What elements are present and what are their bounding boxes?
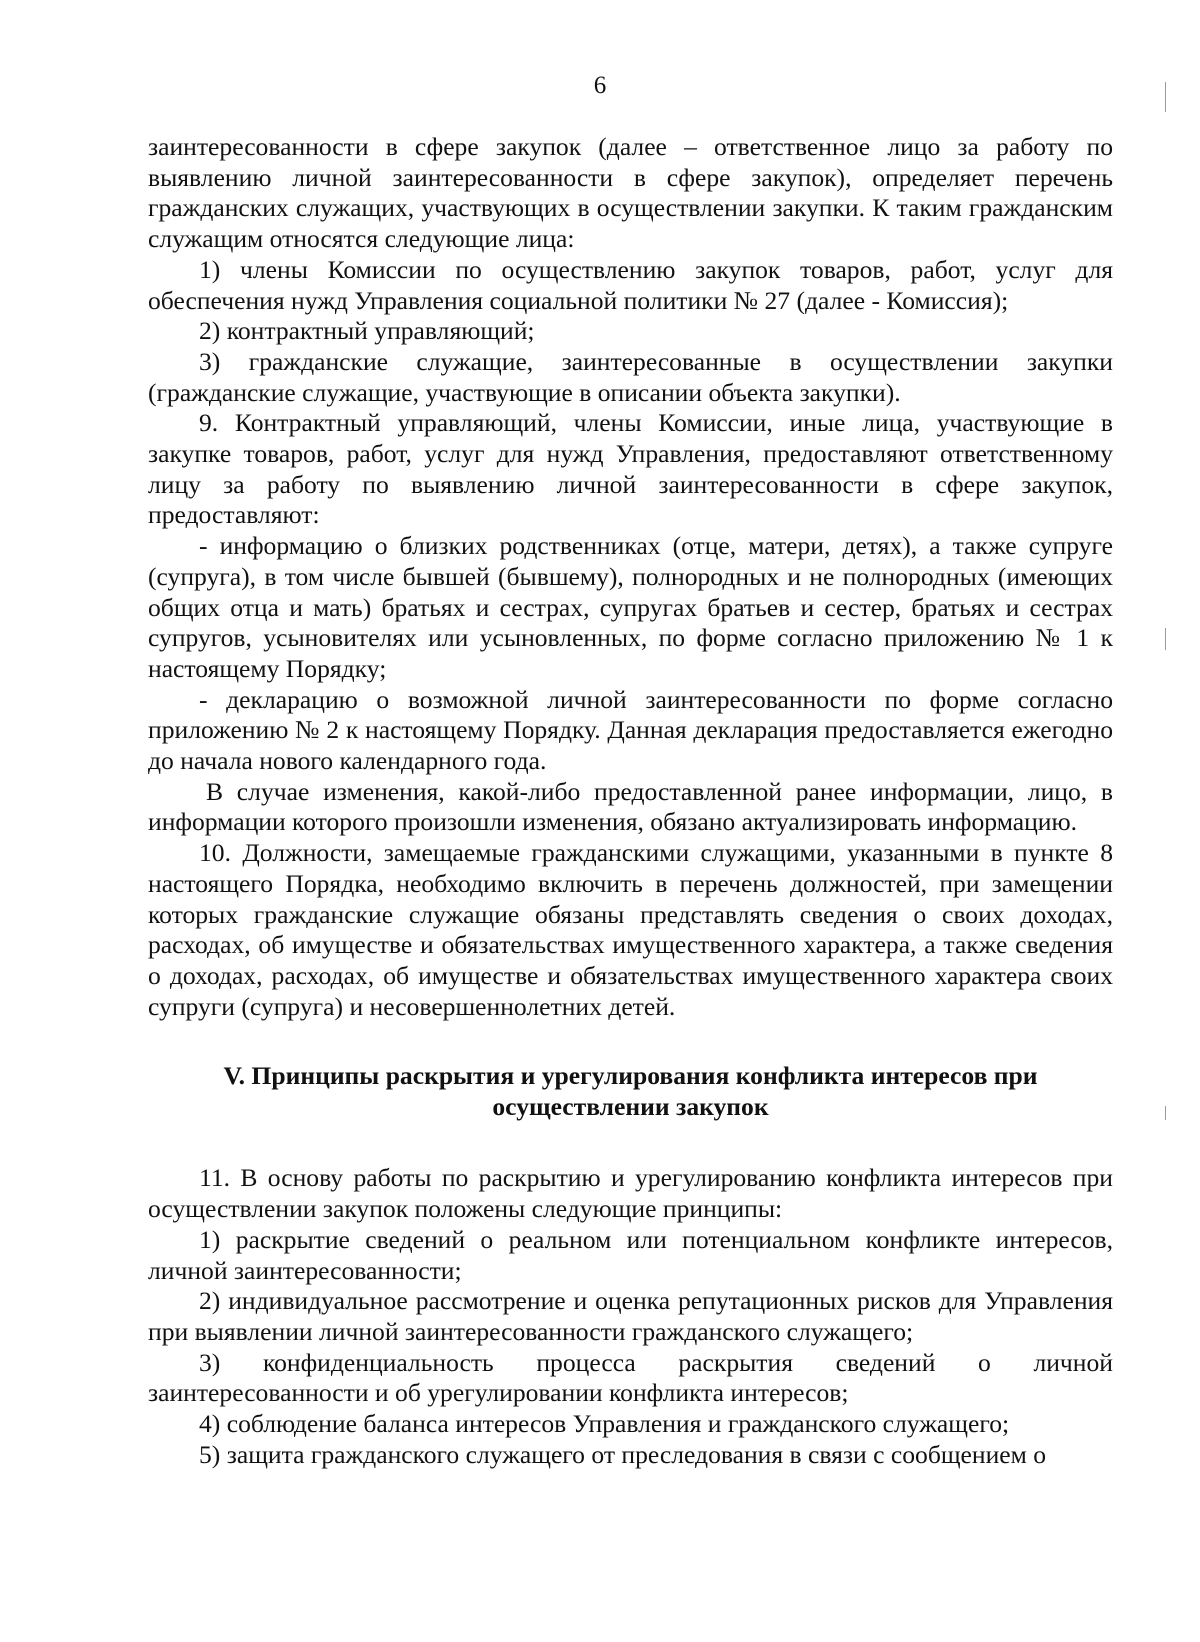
section-heading-line1: V. Принципы раскрытия и урегулирования конфликта интересов при bbox=[223, 1061, 1038, 1091]
document-body bbox=[148, 132, 1113, 1470]
list-item-contract-manager: 2) контрактный управляющий; bbox=[199, 316, 535, 346]
list-item-relatives-info: - информацию о близких родственниках (отце, матери, детях), а также супруге (супруга), в том числе бывшей (бывшему), полнородных и не полнородных (имеющих общих отца и мать) братьях и сестрах, супругах братьев и сестер, братьях и сестрах супругов, усыновителях или усыновленных, по форме согласно приложению № 1 к настоящему Порядку; bbox=[148, 531, 1113, 683]
paragraph-continuation: заинтересованности в сфере закупок (далее – ответственное лицо за работу по выявлению личной заинтересованности в сфере закупок), определяет перечень гражданских служащих, участвующих в осуществлении закупки. К таким гражданским служащим относятся следующие лица: bbox=[148, 132, 1113, 254]
paragraph-9: 9. Контрактный управляющий, члены Комиссии, иные лица, участвующие в закупке товаров, работ, услуг для нужд Управления, предоставляют ответственному лицу за работу по выявлению личной заинтересованности в сфере закупок, предоставляют: bbox=[148, 408, 1113, 530]
principle-item-3: 3) конфиденциальность процесса раскрытия сведений о личной заинтересованности и об урегулировании конфликта интересов; bbox=[148, 1347, 1113, 1408]
page-number: 6 bbox=[593, 72, 607, 99]
section-heading bbox=[148, 1060, 1113, 1122]
paragraph-10: 10. Должности, замещаемые гражданскими служащими, указанными в пункте 8 настоящего Порядка, необходимо включить в перечень должностей, при замещении которых гражданские служащие обязаны представлять сведения о своих доходах, расходах, об имуществе и обязательствах имущественного характера, а также сведения о доходах, расходах, об имуществе и обязательствах имущественного характера своих супруги (супруга) и несовершеннолетних детей. bbox=[148, 838, 1113, 1021]
list-item-interested-servants: 3) гражданские служащие, заинтересованные в осуществлении закупки (гражданские служащие, участвующие в описании объекта закупки). bbox=[148, 346, 1113, 407]
section-heading-line2: осуществлении закупок bbox=[492, 1092, 769, 1122]
principle-item-4: 4) соблюдение баланса интересов Управления и гражданского служащего; bbox=[199, 1409, 1010, 1439]
scan-artifact-mark bbox=[1165, 82, 1166, 112]
list-item-declaration: - декларацию о возможной личной заинтересованности по форме согласно приложению № 2 к настоящему Порядку. Данная декларация предоставляется ежегодно до начала нового календарного года. bbox=[148, 684, 1113, 776]
principle-item-1: 1) раскрытие сведений о реальном или потенциальном конфликте интересов, личной заинтересованности; bbox=[148, 1224, 1113, 1285]
scan-artifact-mark bbox=[1165, 1106, 1166, 1120]
list-item-commission-members: 1) члены Комиссии по осуществлению закупок товаров, работ, услуг для обеспечения нужд Управления социальной политики № 27 (далее - Комиссия); bbox=[148, 254, 1113, 315]
paragraph-11: 11. В основу работы по раскрытию и урегулированию конфликта интересов при осуществлении закупок положены следующие принципы: bbox=[148, 1163, 1113, 1224]
principle-item-2: 2) индивидуальное рассмотрение и оценка репутационных рисков для Управления при выявлении личной заинтересованности гражданского служащего; bbox=[148, 1286, 1113, 1346]
paragraph-info-update: В случае изменения, какой-либо предоставленной ранее информации, лицо, в информации которого произошли изменения, обязано актуализировать информацию. bbox=[148, 776, 1113, 837]
principle-item-5: 5) защита гражданского служащего от преследования в связи с сообщением о bbox=[199, 1439, 1047, 1469]
scan-artifact-mark bbox=[1165, 628, 1166, 650]
